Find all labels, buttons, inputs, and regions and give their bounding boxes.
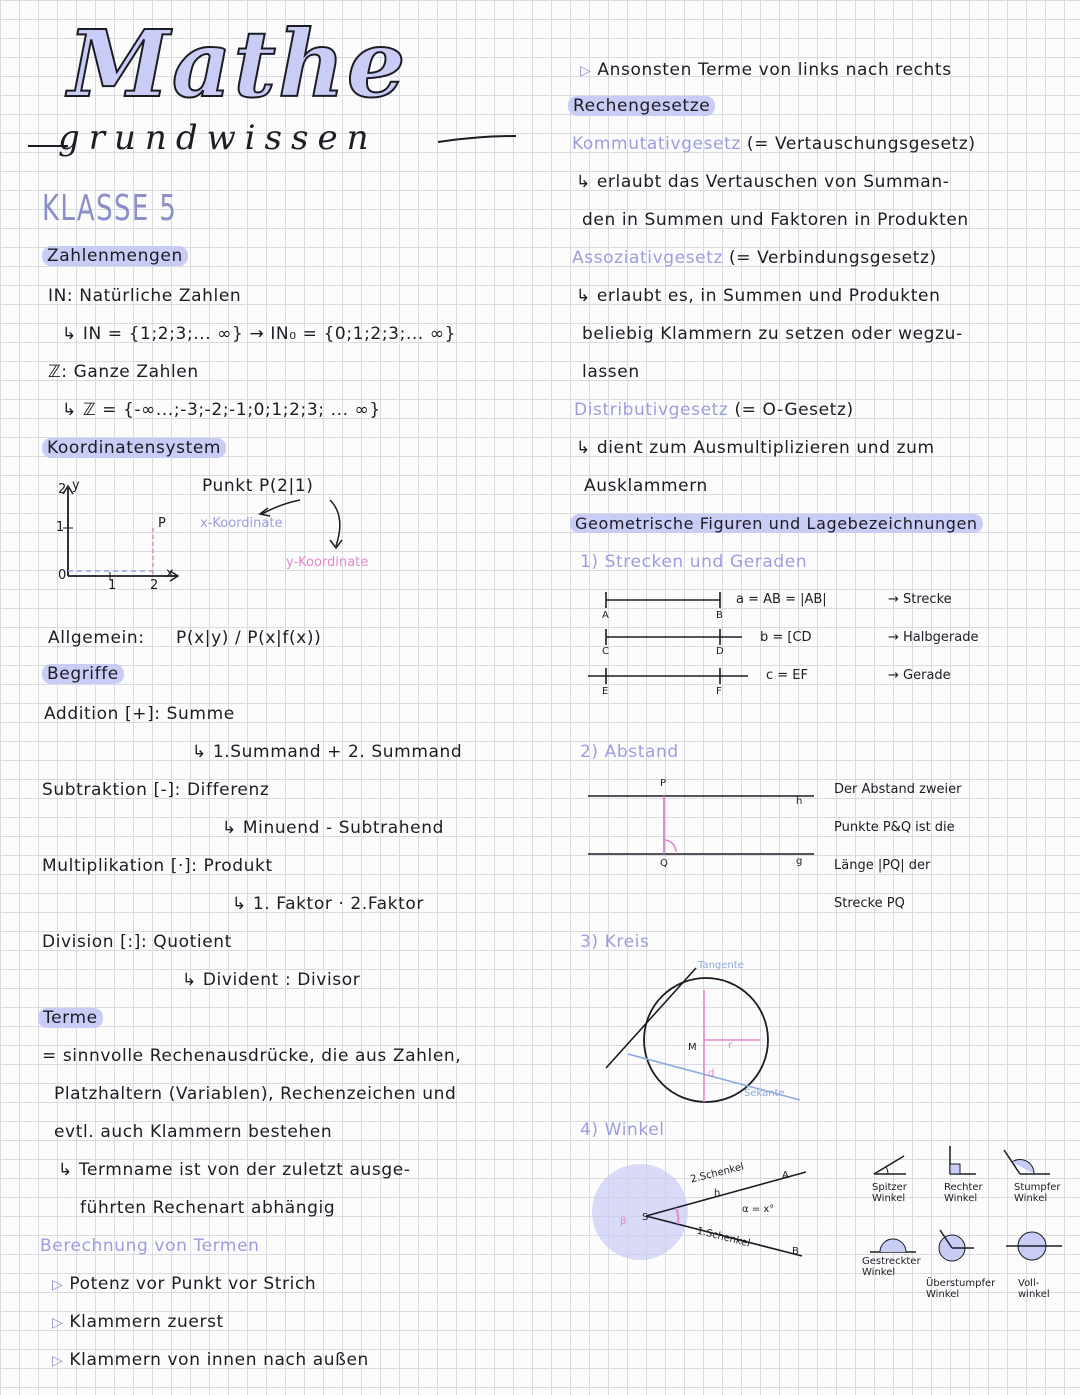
assoziativ-line1: ↳ erlaubt es, in Summen und Produkten xyxy=(576,286,941,306)
point-d-label: D xyxy=(716,646,724,657)
distance-text-line4: Strecke PQ xyxy=(834,896,905,911)
point-example: Punkt P(2|1) xyxy=(202,476,314,496)
center-m-label: M xyxy=(688,1042,697,1053)
triangle-bullet-icon: ▷ xyxy=(580,63,592,79)
point-p-label: P xyxy=(158,516,166,531)
y-coordinate-label: y-Koordinate xyxy=(286,555,369,570)
acute-angle-icon xyxy=(874,1156,906,1174)
rule-item: ▷ Klammern von innen nach außen xyxy=(52,1350,369,1370)
beta-label: β xyxy=(620,1216,627,1227)
point-b-label: B xyxy=(716,610,723,621)
terme-definition-line3: evtl. auch Klammern bestehen xyxy=(54,1122,333,1142)
terme-definition-line1: = sinnvolle Rechenausdrücke, die aus Zahlen, xyxy=(42,1046,462,1066)
term-addition: Addition [+]: Summe xyxy=(44,704,235,724)
section-heading-geometrie: Geometrische Figuren und Lagebezeichnungen xyxy=(570,514,983,533)
second-leg-label: 2.Schenkel xyxy=(689,1161,746,1186)
rule-item: ▷ Potenz vor Punkt vor Strich xyxy=(52,1274,317,1294)
alpha-value-label: α = x° xyxy=(742,1204,775,1215)
term-addition-parts: ↳ 1.Summand + 2. Summand xyxy=(192,742,463,762)
point-e-label: E xyxy=(602,686,609,697)
assoziativ-line3: lassen xyxy=(582,362,640,382)
distance-text-line2: Punkte P&Q ist die xyxy=(834,820,955,835)
berechnung-heading: Berechnung von Termen xyxy=(40,1236,260,1256)
straight-angle-icon xyxy=(870,1239,916,1252)
point-a-angle-label: A xyxy=(782,1170,789,1181)
h-angle-label: h xyxy=(714,1188,721,1199)
rule-item: ▷ Ansonsten Terme von links nach rechts xyxy=(580,60,952,80)
diameter-label: d xyxy=(708,1068,715,1079)
kommutativ-heading: Kommutativgesetz (= Vertauschungsgesetz) xyxy=(572,134,976,154)
integers-label: ℤ: Ganze Zahlen xyxy=(48,362,199,382)
section-heading-koordinatensystem: Koordinatensystem xyxy=(42,438,226,458)
terme-definition-line2: Platzhaltern (Variablen), Rechenzeichen und xyxy=(54,1084,457,1104)
x-coordinate-label: x-Koordinate xyxy=(200,516,283,531)
full-angle-label: Voll- winkel xyxy=(1018,1278,1050,1300)
kreis-title: 3) Kreis xyxy=(580,932,650,952)
axis-tick-x2: 2 xyxy=(150,578,159,593)
straight-angle-label: Gestreckter Winkel xyxy=(862,1256,921,1278)
assoziativ-line2: beliebig Klammern zu setzen oder wegzu- xyxy=(582,324,963,344)
segment-b-definition: b = [CD xyxy=(760,630,812,645)
triangle-bullet-icon: ▷ xyxy=(52,1277,64,1293)
section-heading-begriffe: Begriffe xyxy=(42,664,124,684)
kommutativ-line1: ↳ erlaubt das Vertauschen von Summan- xyxy=(576,172,950,192)
segment-c-type: → Gerade xyxy=(888,668,951,683)
obtuse-angle-label: Stumpfer Winkel xyxy=(1014,1182,1061,1204)
strecken-title: 1) Strecken und Geraden xyxy=(580,552,808,572)
point-b-angle-label: B xyxy=(792,1246,799,1257)
distributiv-heading: Distributivgesetz (= O-Gesetz) xyxy=(574,400,854,420)
section-heading-rechengesetze: Rechengesetze xyxy=(568,96,715,116)
rule-item: ▷ Klammern zuerst xyxy=(52,1312,224,1332)
line-g-label: g xyxy=(796,856,803,867)
triangle-bullet-icon: ▷ xyxy=(52,1315,64,1331)
abstand-title: 2) Abstand xyxy=(580,742,679,762)
vertex-s-label: S xyxy=(642,1212,649,1223)
first-leg-label: 1.Schenkel xyxy=(695,1225,752,1250)
axis-label-x: x xyxy=(166,566,174,581)
full-angle-icon xyxy=(1006,1232,1062,1260)
segment-c-definition: c = EF xyxy=(766,668,808,683)
section-heading-terme: Terme xyxy=(38,1008,103,1028)
page-title: Mathe xyxy=(68,10,408,118)
point-f-label: F xyxy=(716,686,722,697)
page-subtitle: grundwissen xyxy=(58,118,378,158)
distributiv-line2: Ausklammern xyxy=(584,476,708,496)
term-multiplication: Multiplikation [·]: Produkt xyxy=(42,856,273,876)
segment-a-type: → Strecke xyxy=(888,592,952,607)
tangent-label: Tangente xyxy=(698,960,744,971)
right-angle-icon xyxy=(950,1146,976,1174)
term-division-parts: ↳ Divident : Divisor xyxy=(182,970,361,990)
axis-tick-origin: 0 xyxy=(58,568,67,583)
grade-label: KLASSE 5 xyxy=(42,188,178,229)
assoziativ-heading: Assoziativgesetz (= Verbindungsgesetz) xyxy=(572,248,937,268)
winkel-title: 4) Winkel xyxy=(580,1120,665,1140)
terme-name-line1: ↳ Termname ist von der zuletzt ausge- xyxy=(58,1160,411,1180)
axis-tick-x1: 1 xyxy=(108,578,117,593)
kommutativ-line2: den in Summen und Faktoren in Produkten xyxy=(582,210,969,230)
natural-numbers-label: IN: Natürliche Zahlen xyxy=(48,286,242,306)
point-c-label: C xyxy=(602,646,609,657)
reflex-angle-icon xyxy=(939,1230,974,1261)
term-multiplication-parts: ↳ 1. Faktor · 2.Faktor xyxy=(232,894,424,914)
point-a-label: A xyxy=(602,610,609,621)
right-angle-label: Rechter Winkel xyxy=(944,1182,983,1204)
general-label: Allgemein: xyxy=(48,628,145,648)
segment-a-definition: a = AB = |AB| xyxy=(736,592,827,607)
term-division: Division [:]: Quotient xyxy=(42,932,232,952)
radius-label: r xyxy=(728,1040,733,1051)
distributiv-line1: ↳ dient zum Ausmultiplizieren und zum xyxy=(576,438,935,458)
reflex-angle-label: Überstumpfer Winkel xyxy=(926,1278,996,1300)
distance-diagram xyxy=(588,782,818,872)
natural-numbers-definition: ↳ IN = {1;2;3;... ∞} → IN₀ = {0;1;2;3;... ∞} xyxy=(62,324,457,344)
axis-tick-y2: 2 xyxy=(58,482,67,497)
distance-text-line1: Der Abstand zweier xyxy=(834,782,962,797)
axis-tick-y1: 1 xyxy=(56,520,65,535)
point-p-distance-label: P xyxy=(660,778,667,789)
subtitle-underline xyxy=(28,132,518,162)
line-segments-diagram xyxy=(588,588,758,698)
terme-name-line2: führten Rechenart abhängig xyxy=(80,1198,336,1218)
segment-b-type: → Halbgerade xyxy=(888,630,979,645)
circle-diagram xyxy=(600,960,820,1080)
integers-definition: ↳ ℤ = {-∞...;-3;-2;-1;0;1;2;3; ... ∞} xyxy=(62,400,381,420)
secant-label: Sekante xyxy=(744,1088,785,1099)
term-subtraction-parts: ↳ Minuend - Subtrahend xyxy=(222,818,444,838)
general-point-notation: P(x|y) / P(x|f(x)) xyxy=(176,628,322,648)
term-subtraction: Subtraktion [-]: Differenz xyxy=(42,780,270,800)
line-h-label: h xyxy=(796,796,803,807)
axis-label-y: y xyxy=(72,478,80,493)
point-q-distance-label: Q xyxy=(660,858,668,869)
coordinate-arrows xyxy=(240,496,350,552)
distance-text-line3: Länge |PQ| der xyxy=(834,858,931,873)
obtuse-angle-icon xyxy=(1004,1150,1050,1174)
acute-angle-label: Spitzer Winkel xyxy=(872,1182,907,1204)
section-heading-zahlenmengen: Zahlenmengen xyxy=(42,246,188,266)
triangle-bullet-icon: ▷ xyxy=(52,1353,64,1369)
